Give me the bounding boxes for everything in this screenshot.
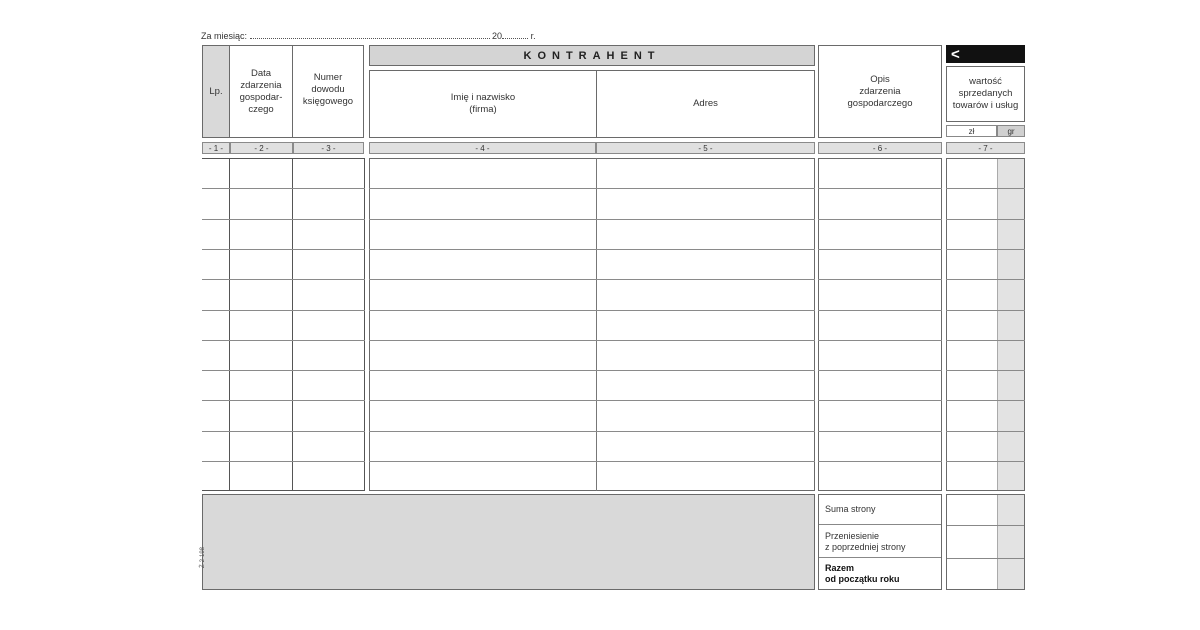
body-block-description [818,158,942,491]
header-date-line: czego [248,103,274,115]
row-line [369,279,815,280]
header-value [946,66,1025,122]
row-line [202,279,365,280]
row-line [202,310,365,311]
header-date-line: Data [250,67,272,79]
header-lp-label: Lp. [209,85,223,97]
header-counterparty-label: KONTRAHENT [523,49,661,62]
column-number-label: - 3 - [321,143,336,153]
period-label: Za miesiąc: [201,31,248,41]
header-gr [997,125,1025,137]
header-date-line: zdarzenia [240,79,282,91]
row-line [946,370,1025,371]
row-line [946,310,1025,311]
header-name-line: Imię i nazwisko [450,92,516,103]
row-line [369,249,815,250]
column-divider [596,158,597,491]
row-line [202,461,365,462]
row-line [202,431,365,432]
year-suffix: r. [530,31,536,41]
summary-divider [947,525,1024,526]
row-line [946,249,1025,250]
row-line [818,219,942,220]
row-line [369,219,815,220]
summary-year-total [819,559,941,589]
row-line [202,370,365,371]
column-divider [229,158,230,491]
column-number [818,142,942,154]
column-number [230,142,293,154]
header-value-line: towarów i usług [952,100,1019,111]
column-number [202,142,230,154]
header-doc-number [292,45,364,138]
column-number-label: - 7 - [978,143,993,153]
row-line [202,400,365,401]
header-date-line: gospodar- [239,91,283,103]
row-line [202,340,365,341]
summary-gr-fill [997,495,1024,589]
row-line [369,431,815,432]
header-date [229,45,293,138]
header-name-line: (firma) [469,104,497,115]
header-doc-line: Numer [313,72,343,83]
value-badge-icon: < [951,45,960,63]
body-block-left [202,158,365,491]
row-line [369,461,815,462]
column-number-label: - 5 - [698,143,713,153]
period-line [201,31,536,41]
row-line [202,249,365,250]
value-badge [946,45,1025,63]
column-number-label: - 2 - [254,143,269,153]
summary-carried-line: z poprzedniej strony [825,541,906,552]
header-zl-label: zł [968,126,975,136]
row-line [369,340,815,341]
summary-page-sum-label: Suma strony [825,504,876,514]
header-lp [202,45,230,138]
row-line [818,310,942,311]
month-field[interactable] [250,31,490,39]
column-number-label: - 1 - [208,143,224,153]
header-address [596,70,815,138]
header-description-line: gospodarczego [847,97,913,109]
row-line [946,431,1025,432]
header-doc-line: dowodu [311,84,345,95]
year-prefix: 20 [492,31,503,41]
column-number [596,142,815,154]
row-line [818,188,942,189]
row-line [202,219,365,220]
column-number [293,142,364,154]
header-counterparty [369,45,815,66]
column-number-label: - 6 - [872,143,888,153]
summary-divider [947,558,1024,559]
header-name [369,70,597,138]
row-line [369,188,815,189]
row-line [818,400,942,401]
row-line [818,431,942,432]
summary-year-line: od początku roku [825,574,900,584]
summary-page-sum [819,495,941,525]
header-value-line: wartość [969,76,1002,87]
row-line [369,400,815,401]
body-block-counterparty [369,158,815,491]
row-line [946,400,1025,401]
summary-page-sum-value[interactable] [946,510,997,520]
bottom-gray-area [202,494,815,590]
header-gr-label: gr [1007,126,1015,136]
row-line [202,188,365,189]
row-line [946,461,1025,462]
header-description [818,45,942,138]
summary-year-value[interactable] [946,572,997,582]
header-address-label: Adres [693,98,718,109]
row-line [946,188,1025,189]
header-zl [946,125,997,137]
summary-year-line: Razem [825,563,855,573]
column-number [369,142,596,154]
row-line [818,279,942,280]
row-line [818,370,942,371]
summary-carried-value[interactable] [946,540,997,550]
column-number-label: - 4 - [475,143,490,153]
row-line [369,370,815,371]
form-code: Ż-2-198 [200,546,206,568]
row-line [818,249,942,250]
row-line [818,340,942,341]
row-line [946,219,1025,220]
column-divider [292,158,293,491]
header-value-line: sprzedanych [958,88,1013,99]
header-doc-line: księgowego [302,96,354,107]
gr-column-fill [997,159,1024,490]
year-field[interactable] [502,31,528,39]
row-line [946,340,1025,341]
column-number [946,142,1025,154]
header-description-line: Opis [870,73,890,85]
summary-carried-over [819,526,941,558]
header-description-line: zdarzenia [859,85,901,97]
summary-carried-line: Przeniesienie [825,530,880,541]
row-line [369,310,815,311]
row-line [818,461,942,462]
row-line [946,279,1025,280]
